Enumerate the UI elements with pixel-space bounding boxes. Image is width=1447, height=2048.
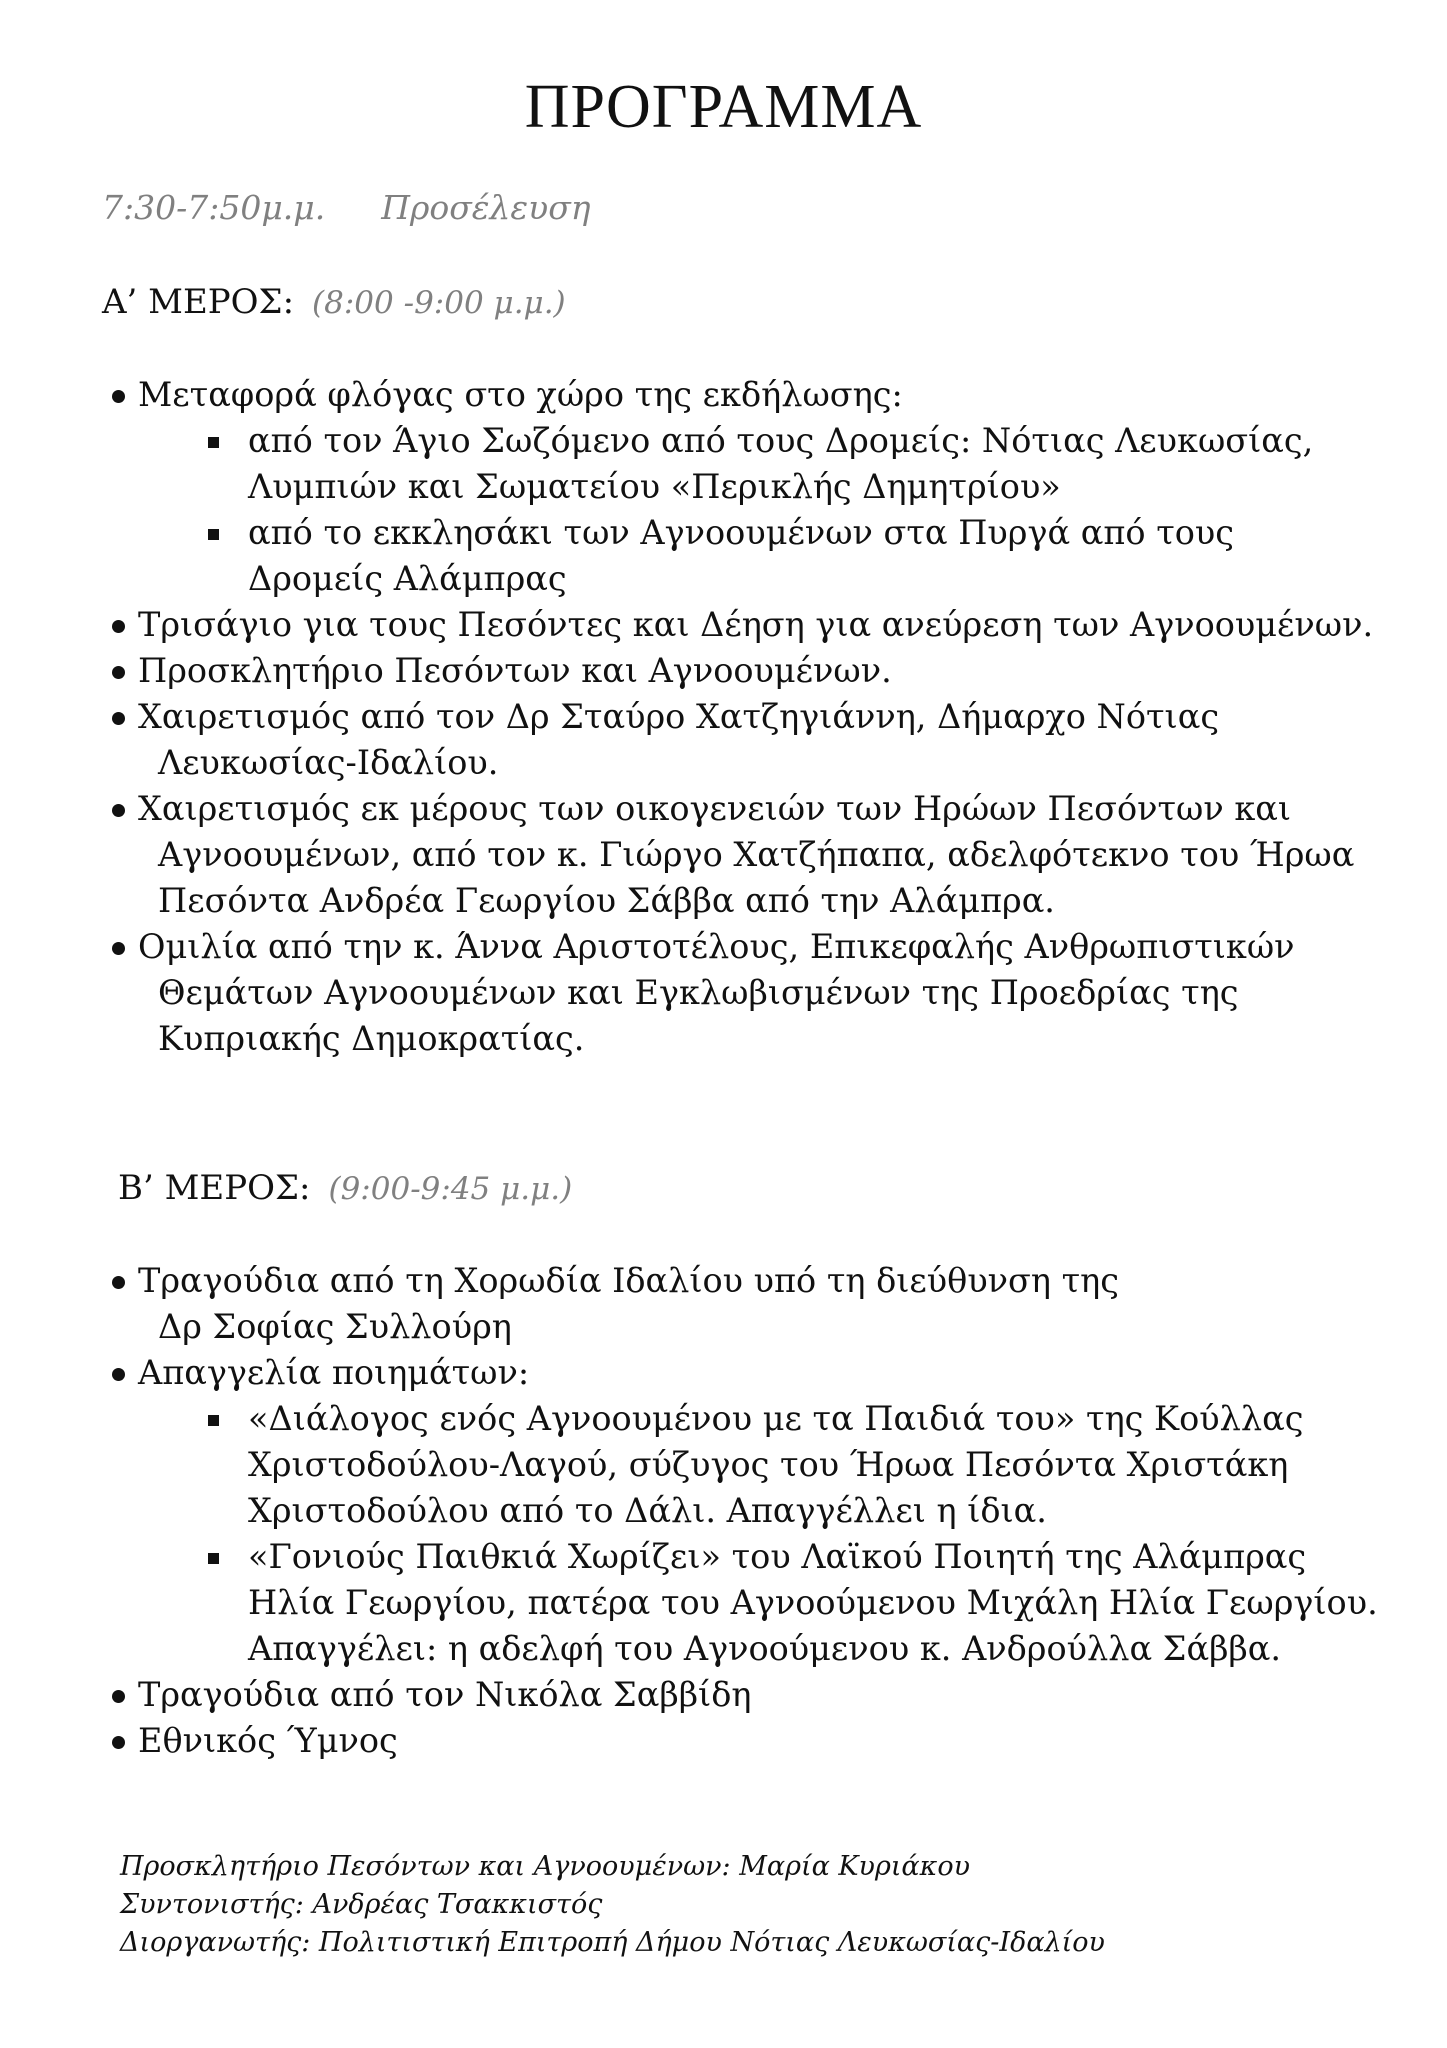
bullet-icon (112, 620, 125, 633)
credit-line: Προσκλητήριο Πεσόντων και Αγνοουμένων: Μαρία Κυριάκου (120, 1851, 971, 1882)
bullet-icon (112, 804, 125, 817)
list-item-line: Ομιλία από την κ. Άννα Αριστοτέλους, Επικεφαλής Ανθρωπιστικών (138, 927, 1295, 966)
page-title: ΠΡΟΓΡΑΜΜΑ (524, 73, 923, 141)
list-item-line: Μεταφορά φλόγας στο χώρο της εκδήλωσης: (138, 375, 903, 414)
bullet-icon (112, 1736, 125, 1749)
bullet-icon (112, 1368, 125, 1381)
list-item-line: Τραγούδια από τη Χορωδία Ιδαλίου υπό τη διεύθυνση της (138, 1261, 1120, 1300)
list-item-line: Απαγγελία ποιημάτων: (138, 1353, 530, 1392)
list-item-line: Κυπριακής Δημοκρατίας. (158, 1019, 585, 1058)
list-item-line: Τραγούδια από τον Νικόλα Σαββίδη (138, 1675, 752, 1714)
sub-item-line: «Διάλογος ενός Αγνοουμένου με τα Παιδιά του» της Κούλλας (248, 1399, 1304, 1438)
sub-item-line: από τον Άγιο Σωζόμενο από τους Δρομείς: Νότιας Λευκωσίας, (248, 421, 1314, 460)
arrival-label: Προσέλευση (381, 188, 591, 227)
list-item-line: Χαιρετισμός από τον Δρ Σταύρο Χατζηγιάννη, Δήμαρχο Νότιας (138, 697, 1220, 736)
bullet-icon (112, 712, 125, 725)
sub-item-line: Απαγγέλει: η αδελφή του Αγνοούμενου κ. Ανδρούλλα Σάββα. (248, 1629, 1282, 1668)
sub-item-line: «Γονιούς Παιθκιά Χωρίζει» του Λαϊκού Ποιητή της Αλάμπρας (248, 1537, 1307, 1576)
credits-block (120, 1848, 1105, 1962)
part-b-title: Β’ ΜΕΡΟΣ: (118, 1168, 311, 1208)
part-a-time: (8:00 -9:00 μ.μ.) (312, 285, 566, 321)
square-bullet-icon (208, 1553, 219, 1564)
square-bullet-icon (208, 1415, 219, 1426)
arrival-row (102, 188, 591, 227)
sub-item-line: Χριστοδούλου-Λαγού, σύζυγος του Ήρωα Πεσόντα Χριστάκη (248, 1445, 1289, 1484)
bullet-icon (112, 666, 125, 679)
bullet-icon (112, 1276, 125, 1289)
list-item-line: Δρ Σοφίας Συλλούρη (158, 1307, 512, 1346)
list-item-line: Εθνικός Ύμνος (138, 1721, 398, 1760)
part-b-time: (9:00-9:45 μ.μ.) (328, 1171, 573, 1207)
part-b-heading (118, 1168, 572, 1208)
square-bullet-icon (208, 529, 219, 540)
list-item-line: Πεσόντα Ανδρέα Γεωργίου Σάββα από την Αλάμπρα. (158, 881, 1055, 920)
square-bullet-icon (208, 437, 219, 448)
list-item-line: Αγνοουμένων, από τον κ. Γιώργο Χατζήπαπα, αδελφότεκνο του Ήρωα (158, 835, 1355, 874)
credit-line: Διοργανωτής: Πολιτιστική Επιτροπή Δήμου Νότιας Λευκωσίας-Ιδαλίου (120, 1927, 1105, 1958)
part-a-heading (102, 282, 566, 322)
list-item-line: Χαιρετισμός εκ μέρους των οικογενειών των Ηρώων Πεσόντων και (138, 789, 1292, 828)
sub-item-line: από το εκκλησάκι των Αγνοουμένων στα Πυργά από τους (248, 513, 1235, 552)
credit-line: Συντονιστής: Ανδρέας Τσακκιστός (120, 1889, 603, 1920)
list-item-line: Προσκλητήριο Πεσόντων και Αγνοουμένων. (138, 651, 892, 690)
arrival-time: 7:30-7:50μ.μ. (102, 188, 326, 227)
bullet-icon (112, 942, 125, 955)
list-item-line: Θεμάτων Αγνοουμένων και Εγκλωβισμένων της Προεδρίας της (158, 973, 1239, 1012)
sub-item-line: Χριστοδούλου από το Δάλι. Απαγγέλλει η ίδια. (248, 1491, 1047, 1530)
bullet-icon (112, 390, 125, 403)
sub-item-line: Δρομείς Αλάμπρας (248, 559, 567, 598)
list-item-line: Τρισάγιο για τους Πεσόντες και Δέηση για ανεύρεση των Αγνοουμένων. (138, 605, 1374, 644)
sub-item-line: Ηλία Γεωργίου, πατέρα του Αγνοούμενου Μιχάλη Ηλία Γεωργίου. (248, 1583, 1378, 1622)
bullet-icon (112, 1690, 125, 1703)
part-a-title: Α’ ΜΕΡΟΣ: (102, 282, 295, 322)
sub-item-line: Λυμπιών και Σωματείου «Περικλής Δημητρίου» (248, 467, 1061, 506)
list-item-line: Λευκωσίας-Ιδαλίου. (158, 743, 499, 782)
